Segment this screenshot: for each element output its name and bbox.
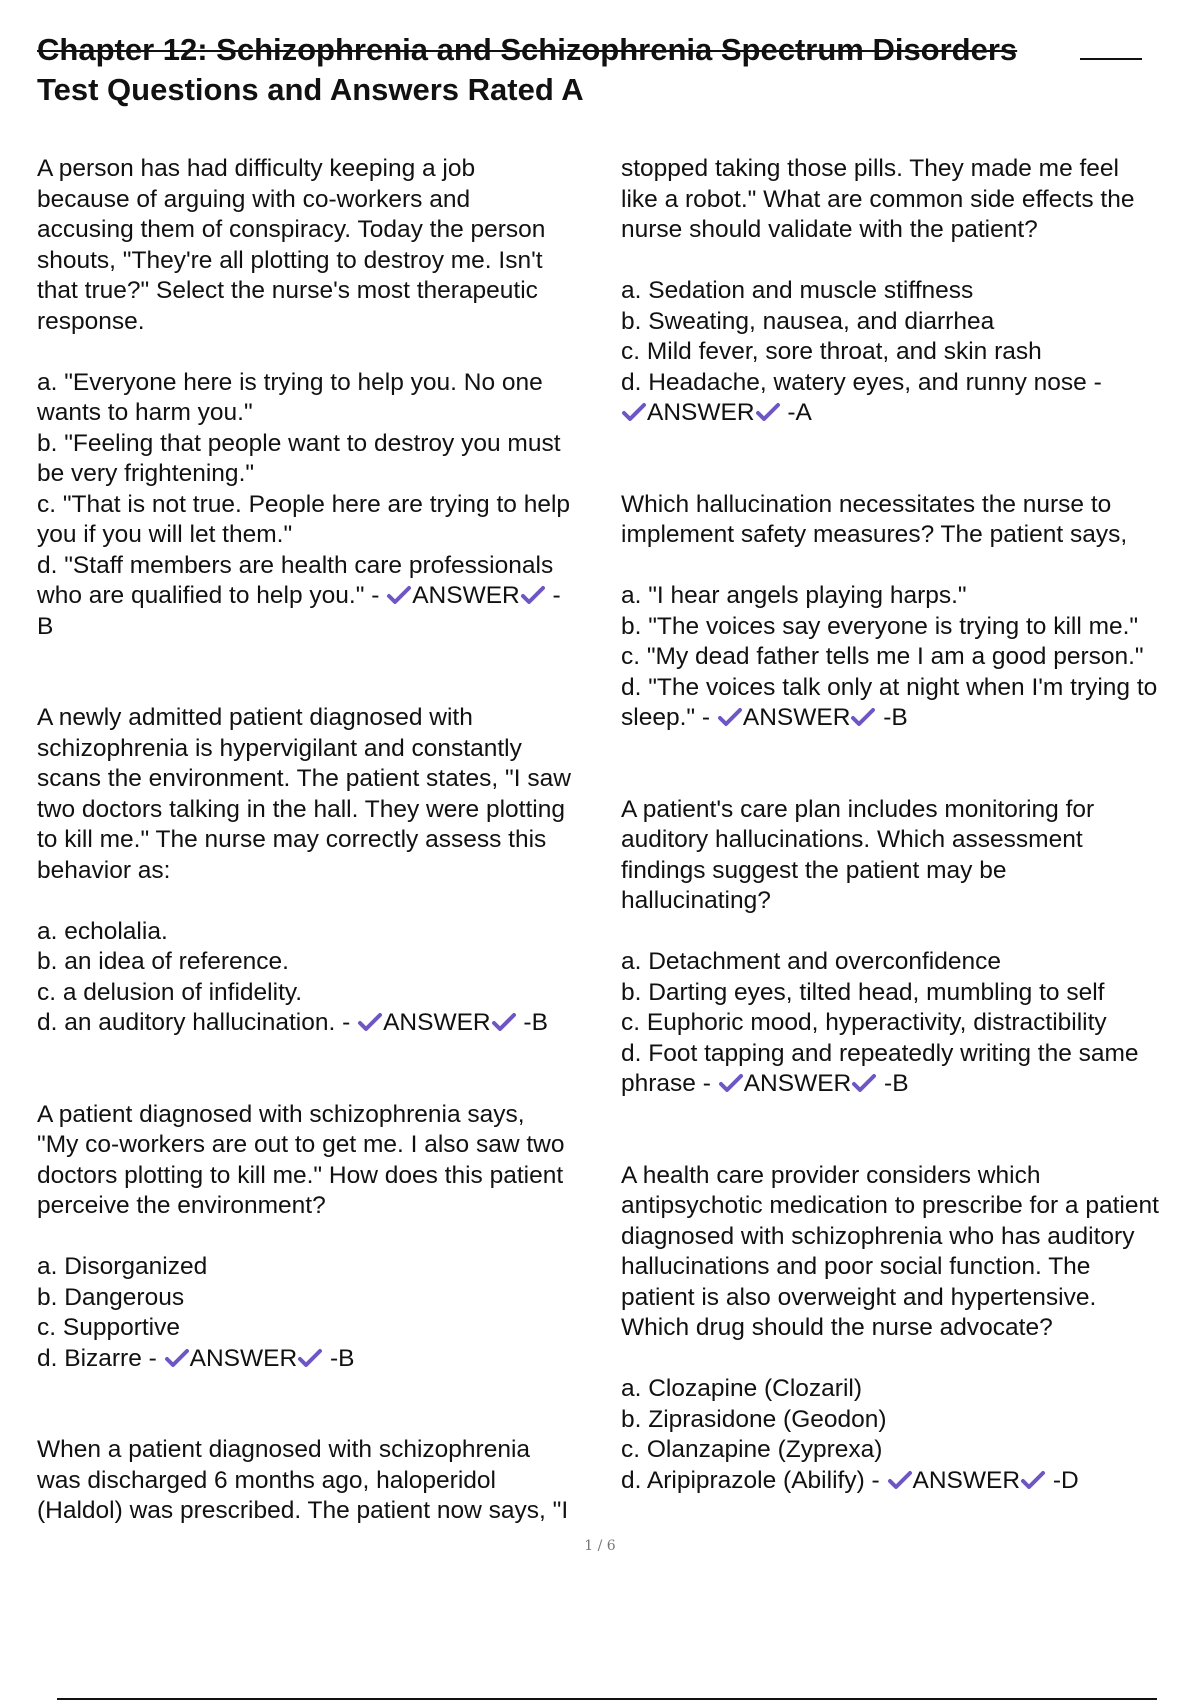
answer-options [621,276,1200,398]
text-line: When a patient diagnosed with schizophrenia [37,1436,531,1463]
answer-suffix: -A [780,399,812,426]
answer-prefix: phrase - [621,1070,718,1097]
answer-line [37,1008,617,1039]
checkmark-icon [755,401,781,423]
question-stem [37,1435,617,1527]
checkmark-icon [1020,1469,1046,1491]
question-2 [37,703,617,1039]
answer-suffix: -B [323,1344,355,1372]
text-line: Which drug should the nurse advocate? [621,1314,1053,1341]
text-line: nurse should validate with the patient? [621,216,1038,243]
left-column [37,154,617,1527]
title-line-2: Test Questions and Answers Rated A [37,72,584,107]
answer-suffix: -D [1046,1466,1079,1494]
answer-label: ANSWER [383,1009,491,1036]
answer-options [621,581,1200,703]
answer-line [37,581,617,612]
text-line: you if you will let them." [37,521,293,548]
text-line: A patient diagnosed with schizophrenia says, [37,1100,525,1128]
text-line: b. Sweating, nausea, and diarrhea [621,307,995,335]
text-line: (Haldol) was prescribed. The patient now says, "I [37,1497,569,1524]
answer-label: ANSWER [189,1344,298,1372]
text-line: schizophrenia is hypervigilant and constantly [37,734,522,762]
question-stem [621,154,1200,246]
text-line: hallucinations and poor social function. The [621,1253,1091,1280]
text-line: a. Disorganized [37,1253,208,1280]
question-stem [37,1100,617,1222]
answer-prefix: sleep." - [621,704,717,731]
title-line-1: Chapter 12: Schizophrenia and Schizophrenia Spectrum Disorders [37,32,1018,67]
right-column [621,154,1200,1496]
text-line: b. Dangerous [37,1283,185,1311]
answer-suffix: - [545,582,561,609]
text-line: behavior as: [37,856,171,884]
answer-suffix: -B [877,1070,909,1097]
text-line: a. "I hear angels playing harps." [621,582,967,609]
checkmark-icon [164,1347,190,1369]
answer-prefix: d. Bizarre - [37,1344,164,1372]
checkmark-icon [718,1072,744,1094]
text-line: auditory hallucinations. Which assessment [621,826,1083,853]
text-line: A health care provider considers which [621,1161,1041,1189]
question-4-continued [621,154,1200,429]
checkmark-icon [717,706,743,728]
answer-options [37,368,617,582]
text-line: diagnosed with schizophrenia who has auditory [621,1222,1135,1250]
text-line: b. "The voices say everyone is trying to kill me." [621,612,1139,640]
text-line: implement safety measures? The patient says, [621,521,1128,548]
text-line: d. Foot tapping and repeatedly writing the same [621,1039,1139,1067]
text-line: be very frightening." [37,460,255,487]
text-line: a. Sedation and muscle stiffness [621,277,974,304]
question-4 [37,1435,617,1527]
checkmark-icon [297,1347,323,1369]
text-line: A patient's care plan includes monitoring for [621,795,1095,823]
checkmark-icon [491,1011,517,1033]
text-line: A person has had difficulty keeping a job [37,155,476,182]
text-line: stopped taking those pills. They made me feel [621,155,1120,182]
text-line: d. Headache, watery eyes, and runny nose - [621,368,1102,396]
text-line: a. echolalia. [37,917,168,945]
checkmark-icon [621,401,647,423]
text-line: c. Mild fever, sore throat, and skin rash [621,338,1042,365]
answer-value: B [37,612,54,640]
answer-suffix: -B [876,704,908,731]
question-3 [37,1100,617,1375]
text-line: was discharged 6 months ago, haloperidol [37,1466,496,1494]
text-line: c. a delusion of infidelity. [37,978,303,1006]
checkmark-icon [887,1469,913,1491]
answer-label: ANSWER [647,399,755,426]
answer-line [621,1466,1200,1497]
text-line: d. "Staff members are health care professionals [37,551,554,579]
checkmark-icon [520,584,546,606]
question-stem [37,154,617,337]
answer-line [621,1069,1200,1100]
text-line: shouts, "They're all plotting to destroy me. Isn't [37,246,543,274]
question-1 [37,154,617,642]
text-line: antipsychotic medication to prescribe for a patient [621,1192,1159,1219]
text-line: because of arguing with co-workers and [37,185,471,213]
text-line: perceive the environment? [37,1192,326,1219]
answer-suffix: -B [516,1009,548,1036]
text-line: accusing them of conspiracy. Today the person [37,216,546,243]
text-line: to kill me." The nurse may correctly assess this [37,826,547,853]
answer-prefix: d. Aripiprazole (Abilify) - [621,1466,887,1494]
text-line: "My co-workers are out to get me. I also saw two [37,1131,565,1158]
question-stem [621,1161,1200,1344]
text-line: wants to harm you." [37,399,253,426]
text-line: like a robot." What are common side effects the [621,185,1135,213]
text-line: scans the environment. The patient states, "I saw [37,765,571,792]
text-line: a. Detachment and overconfidence [621,948,1001,975]
title-rule [1080,58,1142,60]
answer-label: ANSWER [412,582,520,609]
answer-label: ANSWER [743,1070,852,1097]
page-number: 1 / 6 [584,1538,616,1554]
text-line: c. Euphoric mood, hyperactivity, distractibility [621,1009,1107,1036]
answer-line [37,1344,617,1375]
answer-options [621,1374,1200,1466]
checkmark-icon [357,1011,383,1033]
text-line: doctors plotting to kill me." How does this patient [37,1161,564,1189]
text-line: A newly admitted patient diagnosed with [37,704,473,731]
text-line: Which hallucination necessitates the nurse to [621,490,1112,518]
answer-line [621,703,1200,734]
text-line: a. Clozapine (Clozaril) [621,1375,863,1402]
checkmark-icon [386,584,412,606]
answer-options [621,947,1200,1069]
answer-prefix: d. an auditory hallucination. - [37,1009,358,1036]
question-6 [621,795,1200,1100]
text-line: b. Ziprasidone (Geodon) [621,1405,887,1433]
question-stem [621,490,1200,551]
question-stem [621,795,1200,917]
text-line: c. Supportive [37,1314,180,1341]
text-line: b. Darting eyes, tilted head, mumbling to self [621,978,1105,1006]
answer-label: ANSWER [742,704,851,731]
text-line: b. an idea of reference. [37,948,289,975]
question-5 [621,490,1200,734]
text-line: a. "Everyone here is trying to help you. No one [37,368,543,396]
checkmark-icon [851,1072,877,1094]
text-line: d. "The voices talk only at night when I'm trying to [621,673,1158,701]
text-line: two doctors talking in the hall. They were plotting [37,795,565,823]
answer-prefix: who are qualified to help you." - [37,582,387,609]
text-line: hallucinating? [621,887,771,914]
question-stem [37,703,617,886]
checkmark-icon [850,706,876,728]
text-line: c. Olanzapine (Zyprexa) [621,1436,883,1463]
question-7 [621,1161,1200,1497]
answer-label: ANSWER [912,1466,1021,1494]
answer-line [621,398,1200,429]
text-line: findings suggest the patient may be [621,856,1007,884]
text-line: c. "My dead father tells me I am a good person." [621,643,1144,670]
text-line: c. "That is not true. People here are trying to help [37,490,571,518]
text-line: response. [37,307,145,335]
text-line: b. "Feeling that people want to destroy you must [37,429,561,457]
answer-options [37,917,617,1009]
text-line: patient is also overweight and hypertensive. [621,1283,1097,1311]
answer-options [37,1252,617,1344]
document-title [37,30,1157,110]
text-line: that true?" Select the nurse's most therapeutic [37,277,538,304]
